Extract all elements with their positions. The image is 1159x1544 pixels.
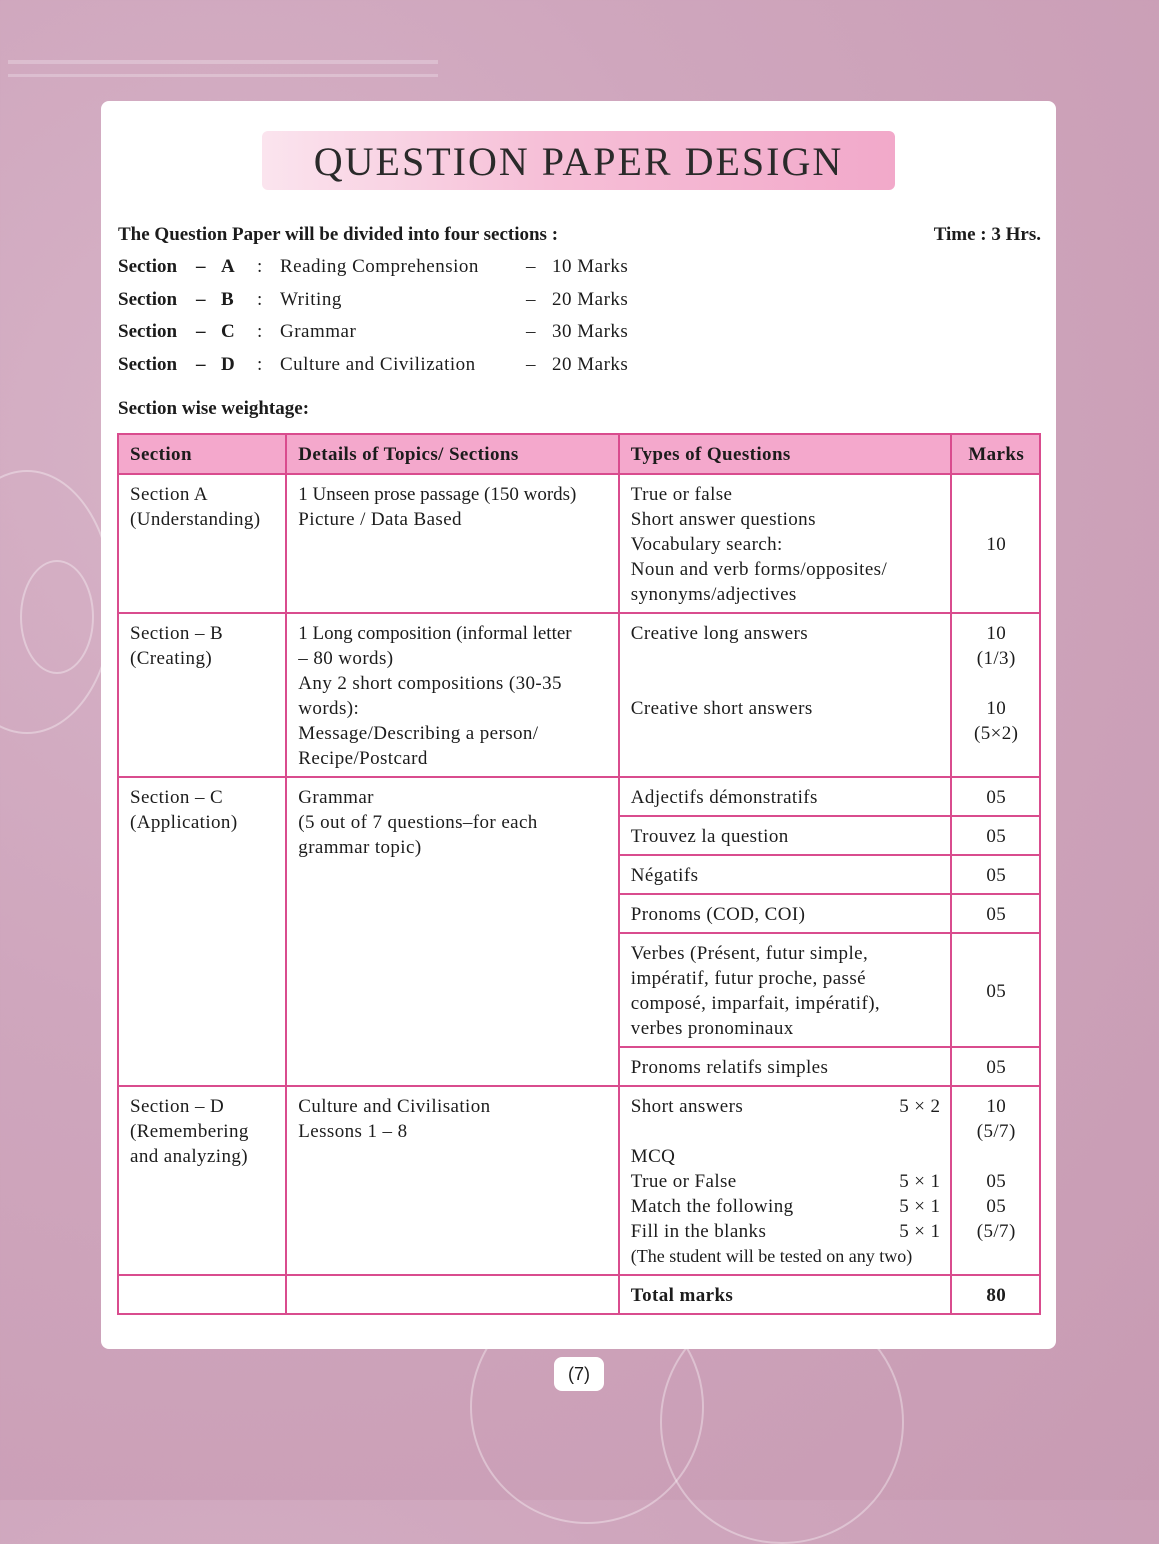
cell-line: 10 xyxy=(986,623,1007,644)
header-types: Types of Questions xyxy=(619,434,952,474)
empty-cell xyxy=(286,1275,619,1314)
section-dash: – xyxy=(196,321,206,342)
background-ring xyxy=(20,560,94,674)
type-factor: 5 × 2 xyxy=(899,1096,941,1117)
details-cell xyxy=(286,777,619,1086)
marks-cell: 05 xyxy=(951,933,1040,1047)
section-dash: – xyxy=(196,354,206,375)
section-marks: 10 Marks xyxy=(552,256,629,277)
cell-line: (5/7) xyxy=(976,1221,1016,1242)
section-letter: C xyxy=(221,321,235,342)
marks-cell xyxy=(951,1086,1040,1275)
section-dash2: – xyxy=(526,256,536,277)
type-text: True or False xyxy=(630,1171,737,1192)
table-row xyxy=(118,474,1040,613)
cell-line: grammar topic) xyxy=(298,837,422,858)
details-cell xyxy=(286,474,619,613)
type-line xyxy=(631,1194,941,1219)
section-cell xyxy=(118,777,286,1086)
cell-line: Lessons 1 – 8 xyxy=(298,1121,408,1142)
cell-line: (Understanding) xyxy=(130,509,261,530)
cell-line: Picture / Data Based xyxy=(298,509,462,530)
cell-line: (5/7) xyxy=(976,1121,1016,1142)
section-summary-line xyxy=(118,289,678,315)
cell-line: Culture and Civilisation xyxy=(298,1096,491,1117)
cell-line: Négatifs xyxy=(630,865,699,886)
section-dash2: – xyxy=(526,289,536,310)
type-factor: 5 × 1 xyxy=(899,1171,941,1192)
section-colon: : xyxy=(257,289,263,310)
section-label: Section xyxy=(118,289,178,310)
marks-cell: 05 xyxy=(951,1047,1040,1086)
cell-line: Noun and verb forms/opposites/ xyxy=(630,559,888,580)
section-letter: B xyxy=(221,289,234,310)
cell-line: Section – B xyxy=(130,623,224,644)
cell-line: 1 Unseen prose passage (150 words) xyxy=(298,484,577,505)
marks-cell: 05 xyxy=(951,777,1040,816)
cell-line: 05 xyxy=(986,1196,1007,1217)
section-cell xyxy=(118,613,286,777)
marks-cell: 05 xyxy=(951,855,1040,894)
section-summary-line xyxy=(118,321,678,347)
intro-text: The Question Paper will be divided into four sections : xyxy=(118,224,559,245)
section-name: Grammar xyxy=(280,321,357,342)
type-text: Fill in the blanks xyxy=(630,1221,767,1242)
cell-line: (Remembering xyxy=(130,1121,249,1142)
cell-line: Pronoms relatifs simples xyxy=(630,1057,829,1078)
section-name: Reading Comprehension xyxy=(280,256,479,277)
section-letter: A xyxy=(221,256,235,277)
section-summary-line xyxy=(118,256,678,282)
cell-line: Trouvez la question xyxy=(630,826,789,847)
cell-line: Section – C xyxy=(130,787,224,808)
cell-line: 10 xyxy=(986,698,1007,719)
section-marks: 20 Marks xyxy=(552,289,629,310)
cell-line: 05 xyxy=(986,1171,1007,1192)
weightage-table xyxy=(117,433,1041,1315)
cell-line: (Creating) xyxy=(130,648,213,669)
table-row xyxy=(118,1086,1040,1275)
details-cell xyxy=(286,613,619,777)
section-colon: : xyxy=(257,256,263,277)
section-name: Culture and Civilization xyxy=(280,354,476,375)
cell-line: (1/3) xyxy=(976,648,1016,669)
cell-line: Verbes (Présent, futur simple, xyxy=(630,943,869,964)
background-line xyxy=(8,74,438,77)
marks-cell xyxy=(951,613,1040,777)
cell-line: 10 xyxy=(986,534,1007,555)
section-cell xyxy=(118,474,286,613)
type-text: Match the following xyxy=(630,1196,794,1217)
weightage-heading: Section wise weightage: xyxy=(118,398,310,419)
cell-line: Section – D xyxy=(130,1096,225,1117)
types-cell xyxy=(619,613,952,777)
header-details: Details of Topics/ Sections xyxy=(286,434,619,474)
time-text: Time : 3 Hrs. xyxy=(933,224,1041,245)
types-cell xyxy=(619,777,952,816)
cell-line: verbes pronominaux xyxy=(630,1018,794,1039)
marks-cell xyxy=(951,474,1040,613)
total-label: Total marks xyxy=(619,1275,952,1314)
types-cell xyxy=(619,1047,952,1086)
cell-line: Adjectifs démonstratifs xyxy=(630,787,818,808)
type-factor: 5 × 1 xyxy=(899,1196,941,1217)
cell-line: – 80 words) xyxy=(298,648,394,669)
types-cell xyxy=(619,474,952,613)
cell-line: composé, imparfait, impératif), xyxy=(630,993,881,1014)
marks-cell: 05 xyxy=(951,894,1040,933)
cell-line: Short answer questions xyxy=(630,509,816,530)
cell-line: Creative long answers xyxy=(630,623,809,644)
types-cell xyxy=(619,855,952,894)
cell-line: Pronoms (COD, COI) xyxy=(630,904,806,925)
header-marks: Marks xyxy=(951,434,1040,474)
section-colon: : xyxy=(257,354,263,375)
cell-line: (5 out of 7 questions–for each xyxy=(298,812,538,833)
cell-line: True or false xyxy=(630,484,733,505)
types-cell xyxy=(619,933,952,1047)
table-row xyxy=(118,777,1040,816)
types-cell xyxy=(619,894,952,933)
section-dash2: – xyxy=(526,321,536,342)
section-name: Writing xyxy=(280,289,342,310)
cell-line: Message/Describing a person/ xyxy=(298,723,539,744)
cell-line: Recipe/Postcard xyxy=(298,748,428,769)
section-marks: 20 Marks xyxy=(552,354,629,375)
page-title: QUESTION PAPER DESIGN xyxy=(313,139,844,184)
cell-line: (Application) xyxy=(130,812,238,833)
cell-line: (5×2) xyxy=(974,723,1019,744)
cell-line: impératif, futur proche, passé xyxy=(630,968,866,989)
section-label: Section xyxy=(118,321,178,342)
cell-line: Grammar xyxy=(298,787,374,808)
table-row xyxy=(118,613,1040,777)
types-cell xyxy=(619,1086,952,1275)
type-text: Short answers xyxy=(630,1096,744,1117)
type-line xyxy=(631,1094,941,1119)
cell-line: Creative short answers xyxy=(630,698,813,719)
cell-line: Any 2 short compositions (30-35 xyxy=(298,673,562,694)
cell-line: 1 Long composition (informal letter xyxy=(298,623,572,644)
section-dash2: – xyxy=(526,354,536,375)
section-cell xyxy=(118,1086,286,1275)
type-text: MCQ xyxy=(630,1146,676,1167)
section-label: Section xyxy=(118,256,178,277)
cell-line: Section A xyxy=(130,484,209,505)
cell-line: Vocabulary search: xyxy=(630,534,783,555)
section-letter: D xyxy=(221,354,235,375)
type-line xyxy=(631,1169,941,1194)
table-header-row xyxy=(118,434,1040,474)
page-number: (7) xyxy=(554,1357,604,1391)
note-line: (The student will be tested on any two) xyxy=(630,1246,913,1266)
section-dash: – xyxy=(196,256,206,277)
background-line xyxy=(8,60,438,64)
type-line xyxy=(631,1144,941,1169)
header-section: Section xyxy=(118,434,286,474)
total-row xyxy=(118,1275,1040,1314)
cell-line: words): xyxy=(298,698,360,719)
section-summary-line xyxy=(118,354,678,380)
section-dash: – xyxy=(196,289,206,310)
type-line xyxy=(631,1219,941,1244)
section-label: Section xyxy=(118,354,178,375)
section-marks: 30 Marks xyxy=(552,321,629,342)
empty-cell xyxy=(118,1275,286,1314)
cell-line: 10 xyxy=(986,1096,1007,1117)
cell-line: and analyzing) xyxy=(130,1146,248,1167)
types-cell xyxy=(619,816,952,855)
marks-cell: 05 xyxy=(951,816,1040,855)
total-value: 80 xyxy=(951,1275,1040,1314)
cell-line: synonyms/adjectives xyxy=(630,584,797,605)
type-factor: 5 × 1 xyxy=(899,1221,941,1242)
section-colon: : xyxy=(257,321,263,342)
details-cell xyxy=(286,1086,619,1275)
